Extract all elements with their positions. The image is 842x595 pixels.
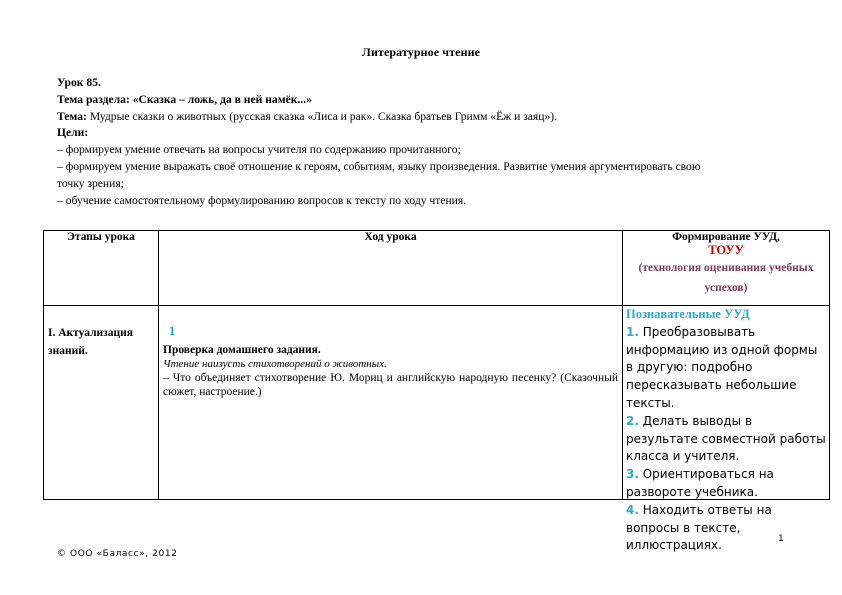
uud-cell: [623, 306, 830, 553]
step-number: 1: [169, 324, 176, 338]
lesson-plan-table: [43, 230, 830, 553]
table-header-row: [44, 231, 830, 306]
uud-title: Познавательные УУД: [626, 307, 750, 321]
header-touu-description: (технология оценивания учебных успехов): [638, 262, 814, 294]
uud-item: 2. Делать выводы в результате совместной работы класса и учителя.: [626, 413, 826, 464]
topic-text: Мудрые сказки о животных (русская сказка «Лиса и рак». Сказка братьев Гримм «Ёж и заяц»).: [86, 109, 558, 123]
goals-label: Цели:: [57, 126, 89, 140]
uud-item: 1. Преобразовывать информацию из одной формы в другую: подробно пересказывать небольшие тексты.: [626, 324, 818, 410]
header-touu: ТОУУ: [708, 243, 744, 257]
lesson-topic: [57, 109, 717, 126]
step-task: Чтение наизусть стихотворений о животных.: [163, 358, 387, 370]
section-theme: Тема раздела: «Сказка – ложь, да в ней намёк...»: [57, 92, 312, 106]
uud-item: 4. Находить ответы на вопросы в тексте, иллюстрациях.: [626, 502, 772, 553]
header-course: Ход урока: [159, 231, 623, 306]
step-question: – Что объединяет стихотворение Ю. Мориц и английскую народную песенку? (Сказочный сюжет, настроение.): [163, 372, 618, 398]
table-row: [44, 306, 830, 500]
goal-item: – обучение самостоятельному формулированию вопросов к тексту по ходу чтения.: [57, 193, 467, 207]
document-title: Литературное чтение: [361, 45, 481, 59]
goal-item: – формируем умение выражать своё отношение к героям, событиям, языку произведения. Развитие умения аргументировать свою точку зрения;: [57, 159, 701, 190]
course-cell: [159, 306, 623, 500]
header-uud-title: Формирование УУД,: [672, 231, 780, 243]
lesson-intro: [57, 75, 717, 209]
header-uud: [623, 231, 830, 306]
goal-item: – формируем умение отвечать на вопросы учителя по содержанию прочитанного;: [57, 143, 461, 157]
step-subtitle: Проверка домашнего задания.: [163, 344, 321, 356]
copyright-footer: © ООО «Баласс», 2012: [57, 549, 178, 559]
lesson-number: Урок 85.: [57, 76, 101, 89]
topic-label: Тема:: [57, 109, 87, 123]
uud-item: 3. Ориентироваться на развороте учебника.: [626, 467, 774, 499]
stage-cell: I. Актуализация знаний.: [44, 306, 159, 500]
page-number: 1: [778, 534, 784, 544]
header-stages: Этапы урока: [44, 231, 159, 306]
